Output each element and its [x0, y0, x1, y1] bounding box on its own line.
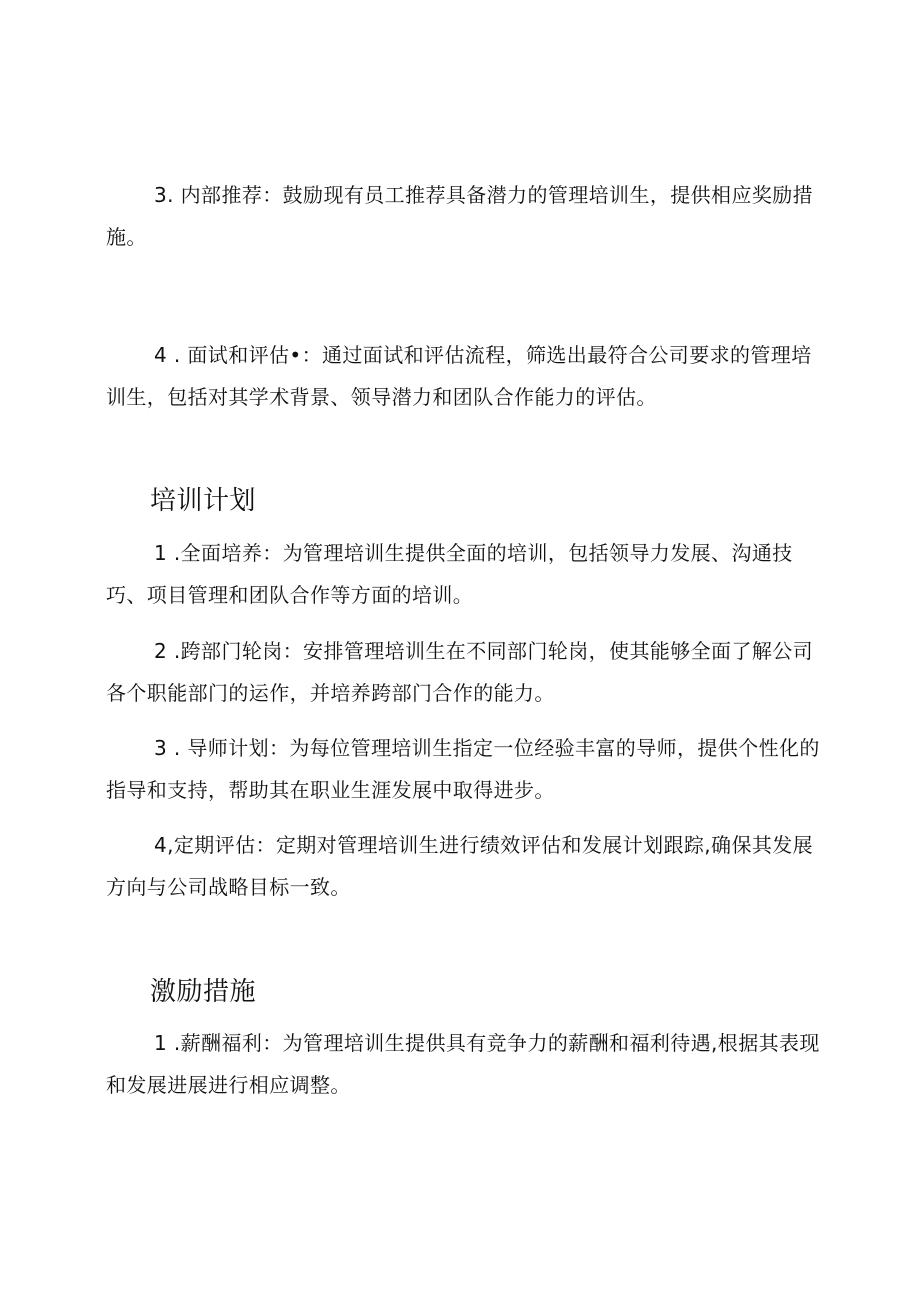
training-item-4: 4,定期评估：定期对管理培训生进行绩效评估和发展计划跟踪,确保其发展方向与公司战略目标一致。 [106, 833, 814, 899]
incentives-heading: 激励措施 [150, 977, 257, 1007]
training-item-2: 2 .跨部门轮岗：安排管理培训生在不同部门轮岗，使其能够全面了解公司各个职能部门的运作，并培养跨部门合作的能力。 [106, 639, 814, 705]
recruitment-item-3: 3. 内部推荐：鼓励现有员工推荐具备潜力的管理培训生，提供相应奖励措施。 [106, 183, 814, 249]
training-plan-heading: 培训计划 [150, 486, 257, 516]
training-item-1: 1 .全面培养：为管理培训生提供全面的培训，包括领导力发展、沟通技巧、项目管理和团队合作等方面的培训。 [106, 541, 793, 607]
incentive-item-1: 1 .薪酬福利：为管理培训生提供具有竞争力的薪酬和福利待遇,根据其表现和发展进展进行相应调整。 [106, 1031, 820, 1097]
training-item-3: 3 . 导师计划：为每位管理培训生指定一位经验丰富的导师，提供个性化的指导和支持，帮助其在职业生涯发展中取得进步。 [106, 736, 820, 802]
recruitment-item-4: 4 . 面试和评估•：通过面试和评估流程，筛选出最符合公司要求的管理培训生，包括对其学术背景、领导潜力和团队合作能力的评估。 [106, 343, 812, 409]
